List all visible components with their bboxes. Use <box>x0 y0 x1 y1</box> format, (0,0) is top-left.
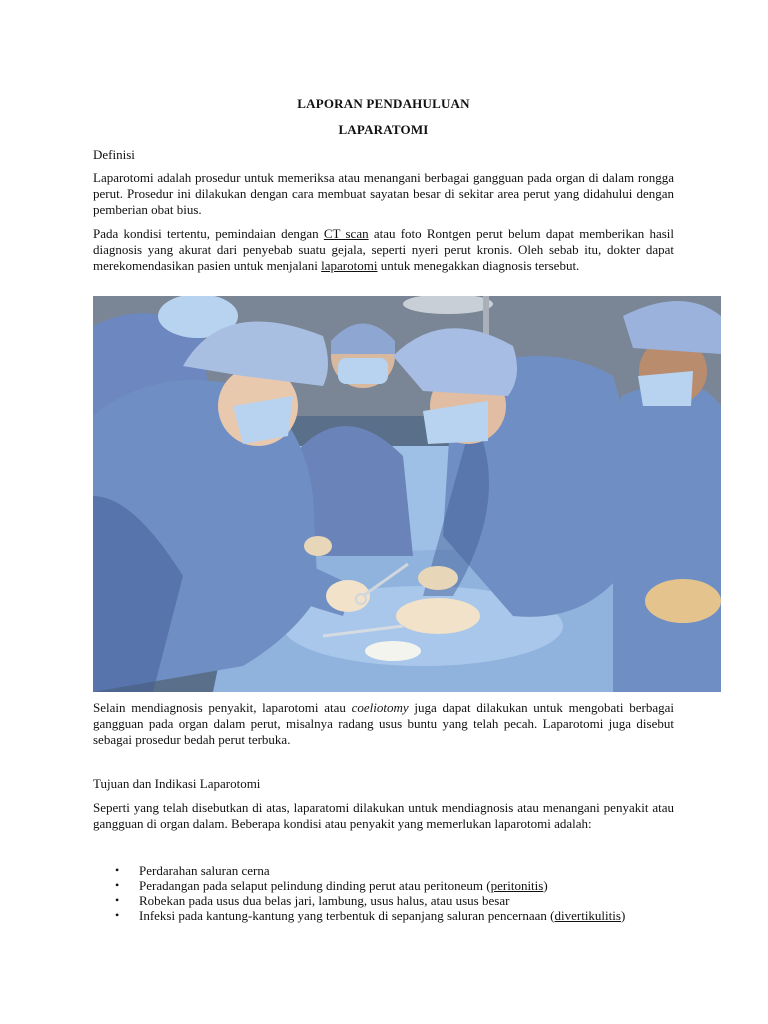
list-item-text: ) <box>543 878 548 893</box>
list-item-text: Infeksi pada kantung-kantung yang terbentuk di sepanjang saluran pencernaan ( <box>139 908 555 923</box>
peritonitis-link[interactable]: peritonitis <box>490 878 544 893</box>
bullet-icon: • <box>115 908 120 922</box>
tujuan-paragraph-1: Seperti yang telah disebutkan di atas, laparatomi dilakukan untuk mendiagnosis atau menangani penyakit atau gangguan di organ dalam. Beberapa kondisi atau penyakit yang memerlukan laparotomi adalah: <box>93 800 674 831</box>
definisi-paragraph-3 <box>93 700 674 748</box>
bullet-icon: • <box>115 863 120 877</box>
list-item-text: Peradangan pada selaput pelindung dinding perut atau peritoneum ( <box>139 878 491 893</box>
coeliotomy-term: coeliotomy <box>351 700 409 715</box>
paragraph-text: Selain mendiagnosis penyakit, laparotomi atau <box>93 700 352 715</box>
document-subtitle: LAPARATOMI <box>338 122 429 137</box>
divertikulitis-link[interactable]: divertikulitis <box>554 908 621 923</box>
laparotomi-link[interactable]: laparotomi <box>321 258 378 273</box>
paragraph-text: untuk menegakkan diagnosis tersebut. <box>377 258 580 273</box>
section-heading-definisi: Definisi <box>93 147 135 162</box>
list-item <box>93 878 693 893</box>
definisi-paragraph-1: Laparotomi adalah prosedur untuk memeriksa atau menangani berbagai gangguan pada organ di dalam rongga perut. Prosedur ini dilakukan dengan cara membuat sayatan besar di sekitar area perut yang didahului dengan pemberian obat bius. <box>93 170 674 217</box>
definisi-paragraph-2 <box>93 226 674 274</box>
list-item <box>93 863 693 878</box>
list-item <box>93 893 693 908</box>
section-heading-tujuan: Tujuan dan Indikasi Laparotomi <box>93 776 261 791</box>
document-title: LAPORAN PENDAHULUAN <box>297 96 470 111</box>
paragraph-text: Pada kondisi tertentu, pemindaian dengan <box>93 226 324 241</box>
list-item <box>93 908 693 923</box>
list-item-text: ) <box>620 908 626 923</box>
indikasi-list <box>93 863 693 923</box>
surgery-photo <box>93 296 721 692</box>
bullet-icon: • <box>115 878 120 892</box>
paragraph-text: atau foto Rontgen perut belum dapat memberikan hasil diagnosis yang akurat dari penyebab suatu gejala, seperti nyeri perut kronis. Oleh sebab itu, dokter dapat merekomendasikan pasien untuk menjalani <box>93 226 674 273</box>
paragraph-text: juga dapat dilakukan untuk mengobati berbagai gangguan pada organ dalam perut, misalnya radang usus buntu yang telah pecah. Laparotomi juga disebut sebagai prosedur bedah perut terbuka. <box>93 700 674 747</box>
list-item-text: Perdarahan saluran cerna <box>139 863 270 878</box>
bullet-icon: • <box>115 893 120 907</box>
ct-scan-link[interactable]: CT scan <box>323 226 369 241</box>
list-item-text: Robekan pada usus dua belas jari, lambung, usus halus, atau usus besar <box>139 893 510 908</box>
